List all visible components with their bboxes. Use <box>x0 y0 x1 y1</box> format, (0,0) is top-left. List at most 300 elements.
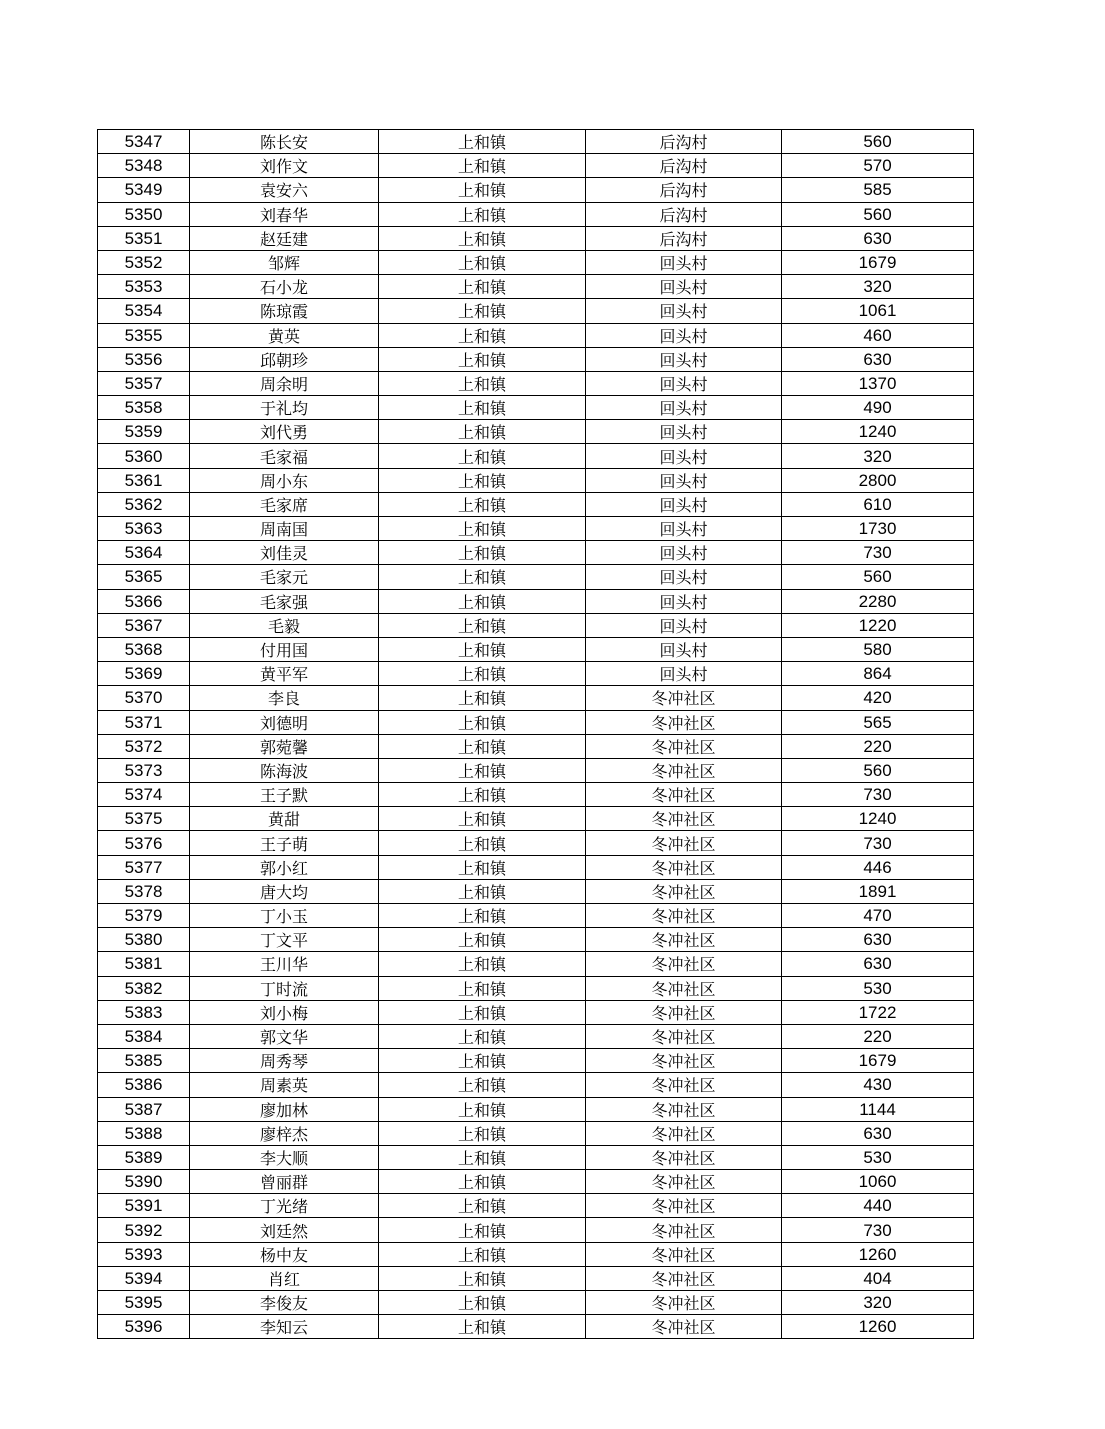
village-cell: 冬冲社区 <box>586 879 782 903</box>
table-row <box>98 1000 974 1024</box>
name-cell: 陈海波 <box>190 758 379 782</box>
village-cell: 冬冲社区 <box>586 783 782 807</box>
amount-cell: 610 <box>782 492 974 516</box>
row-number-cell: 5365 <box>98 565 190 589</box>
name-cell: 廖梓杰 <box>190 1121 379 1145</box>
table-row <box>98 1266 974 1290</box>
row-number-cell: 5348 <box>98 154 190 178</box>
amount-cell: 404 <box>782 1266 974 1290</box>
town-cell: 上和镇 <box>379 323 586 347</box>
name-cell: 郭小红 <box>190 855 379 879</box>
village-cell: 回头村 <box>586 662 782 686</box>
name-cell: 袁安六 <box>190 178 379 202</box>
amount-cell: 1060 <box>782 1170 974 1194</box>
town-cell: 上和镇 <box>379 275 586 299</box>
row-number-cell: 5351 <box>98 226 190 250</box>
row-number-cell: 5347 <box>98 130 190 154</box>
table-row <box>98 154 974 178</box>
table-row <box>98 637 974 661</box>
table-row <box>98 299 974 323</box>
village-cell: 回头村 <box>586 637 782 661</box>
village-cell: 回头村 <box>586 565 782 589</box>
row-number-cell: 5362 <box>98 492 190 516</box>
village-cell: 冬冲社区 <box>586 1218 782 1242</box>
name-cell: 王川华 <box>190 952 379 976</box>
table-row <box>98 662 974 686</box>
amount-cell: 460 <box>782 323 974 347</box>
amount-cell: 630 <box>782 952 974 976</box>
town-cell: 上和镇 <box>379 831 586 855</box>
amount-cell: 1144 <box>782 1097 974 1121</box>
row-number-cell: 5359 <box>98 420 190 444</box>
name-cell: 刘作文 <box>190 154 379 178</box>
village-cell: 冬冲社区 <box>586 1049 782 1073</box>
name-cell: 刘廷然 <box>190 1218 379 1242</box>
town-cell: 上和镇 <box>379 783 586 807</box>
town-cell: 上和镇 <box>379 589 586 613</box>
amount-cell: 730 <box>782 1218 974 1242</box>
village-cell: 冬冲社区 <box>586 1073 782 1097</box>
table-row <box>98 1024 974 1048</box>
row-number-cell: 5368 <box>98 637 190 661</box>
amount-cell: 220 <box>782 734 974 758</box>
row-number-cell: 5376 <box>98 831 190 855</box>
town-cell: 上和镇 <box>379 371 586 395</box>
amount-cell: 560 <box>782 758 974 782</box>
table-row <box>98 613 974 637</box>
town-cell: 上和镇 <box>379 637 586 661</box>
amount-cell: 490 <box>782 396 974 420</box>
town-cell: 上和镇 <box>379 444 586 468</box>
row-number-cell: 5395 <box>98 1291 190 1315</box>
town-cell: 上和镇 <box>379 1145 586 1169</box>
table-row <box>98 710 974 734</box>
amount-cell: 585 <box>782 178 974 202</box>
row-number-cell: 5354 <box>98 299 190 323</box>
table-row <box>98 1145 974 1169</box>
name-cell: 刘小梅 <box>190 1000 379 1024</box>
town-cell: 上和镇 <box>379 855 586 879</box>
row-number-cell: 5364 <box>98 541 190 565</box>
name-cell: 周南国 <box>190 517 379 541</box>
table-row <box>98 758 974 782</box>
town-cell: 上和镇 <box>379 1218 586 1242</box>
row-number-cell: 5352 <box>98 250 190 274</box>
village-cell: 冬冲社区 <box>586 1145 782 1169</box>
town-cell: 上和镇 <box>379 299 586 323</box>
table-row <box>98 1170 974 1194</box>
village-cell: 回头村 <box>586 589 782 613</box>
name-cell: 郭菀馨 <box>190 734 379 758</box>
amount-cell: 730 <box>782 541 974 565</box>
village-cell: 回头村 <box>586 492 782 516</box>
name-cell: 唐大均 <box>190 879 379 903</box>
village-cell: 回头村 <box>586 299 782 323</box>
town-cell: 上和镇 <box>379 250 586 274</box>
row-number-cell: 5377 <box>98 855 190 879</box>
table-row <box>98 952 974 976</box>
amount-cell: 560 <box>782 202 974 226</box>
table-row <box>98 1073 974 1097</box>
amount-cell: 420 <box>782 686 974 710</box>
town-cell: 上和镇 <box>379 154 586 178</box>
amount-cell: 630 <box>782 226 974 250</box>
town-cell: 上和镇 <box>379 226 586 250</box>
table-row <box>98 492 974 516</box>
row-number-cell: 5379 <box>98 904 190 928</box>
amount-cell: 320 <box>782 1291 974 1315</box>
amount-cell: 1260 <box>782 1315 974 1339</box>
name-cell: 黄平军 <box>190 662 379 686</box>
row-number-cell: 5383 <box>98 1000 190 1024</box>
name-cell: 李良 <box>190 686 379 710</box>
town-cell: 上和镇 <box>379 734 586 758</box>
table-row <box>98 1218 974 1242</box>
amount-cell: 320 <box>782 444 974 468</box>
town-cell: 上和镇 <box>379 565 586 589</box>
village-cell: 后沟村 <box>586 154 782 178</box>
name-cell: 黄甜 <box>190 807 379 831</box>
name-cell: 毛家强 <box>190 589 379 613</box>
row-number-cell: 5391 <box>98 1194 190 1218</box>
amount-cell: 1240 <box>782 807 974 831</box>
table-row <box>98 928 974 952</box>
amount-cell: 730 <box>782 831 974 855</box>
village-cell: 冬冲社区 <box>586 1194 782 1218</box>
table-body <box>98 130 974 1339</box>
amount-cell: 2280 <box>782 589 974 613</box>
table-row <box>98 517 974 541</box>
table-row <box>98 686 974 710</box>
amount-cell: 530 <box>782 976 974 1000</box>
row-number-cell: 5360 <box>98 444 190 468</box>
town-cell: 上和镇 <box>379 1242 586 1266</box>
data-table <box>97 129 974 1339</box>
town-cell: 上和镇 <box>379 1049 586 1073</box>
amount-cell: 560 <box>782 130 974 154</box>
amount-cell: 1679 <box>782 250 974 274</box>
row-number-cell: 5394 <box>98 1266 190 1290</box>
table-row <box>98 178 974 202</box>
village-cell: 冬冲社区 <box>586 1242 782 1266</box>
village-cell: 后沟村 <box>586 226 782 250</box>
amount-cell: 580 <box>782 637 974 661</box>
table-row <box>98 1242 974 1266</box>
table-row <box>98 831 974 855</box>
name-cell: 丁光绪 <box>190 1194 379 1218</box>
town-cell: 上和镇 <box>379 347 586 371</box>
table-row <box>98 130 974 154</box>
amount-cell: 1260 <box>782 1242 974 1266</box>
name-cell: 周素英 <box>190 1073 379 1097</box>
town-cell: 上和镇 <box>379 928 586 952</box>
row-number-cell: 5392 <box>98 1218 190 1242</box>
village-cell: 后沟村 <box>586 202 782 226</box>
amount-cell: 530 <box>782 1145 974 1169</box>
town-cell: 上和镇 <box>379 758 586 782</box>
amount-cell: 1722 <box>782 1000 974 1024</box>
amount-cell: 730 <box>782 783 974 807</box>
name-cell: 王子默 <box>190 783 379 807</box>
amount-cell: 630 <box>782 347 974 371</box>
town-cell: 上和镇 <box>379 396 586 420</box>
town-cell: 上和镇 <box>379 202 586 226</box>
amount-cell: 430 <box>782 1073 974 1097</box>
village-cell: 冬冲社区 <box>586 710 782 734</box>
row-number-cell: 5378 <box>98 879 190 903</box>
table-row <box>98 396 974 420</box>
village-cell: 冬冲社区 <box>586 686 782 710</box>
row-number-cell: 5375 <box>98 807 190 831</box>
row-number-cell: 5385 <box>98 1049 190 1073</box>
amount-cell: 320 <box>782 275 974 299</box>
village-cell: 冬冲社区 <box>586 734 782 758</box>
town-cell: 上和镇 <box>379 492 586 516</box>
row-number-cell: 5371 <box>98 710 190 734</box>
amount-cell: 864 <box>782 662 974 686</box>
name-cell: 石小龙 <box>190 275 379 299</box>
row-number-cell: 5350 <box>98 202 190 226</box>
table-row <box>98 1121 974 1145</box>
village-cell: 后沟村 <box>586 130 782 154</box>
amount-cell: 1891 <box>782 879 974 903</box>
town-cell: 上和镇 <box>379 1073 586 1097</box>
village-cell: 回头村 <box>586 468 782 492</box>
name-cell: 黄英 <box>190 323 379 347</box>
village-cell: 冬冲社区 <box>586 1097 782 1121</box>
amount-cell: 560 <box>782 565 974 589</box>
row-number-cell: 5370 <box>98 686 190 710</box>
town-cell: 上和镇 <box>379 807 586 831</box>
table-row <box>98 589 974 613</box>
row-number-cell: 5387 <box>98 1097 190 1121</box>
village-cell: 冬冲社区 <box>586 904 782 928</box>
name-cell: 曾丽群 <box>190 1170 379 1194</box>
table-row <box>98 226 974 250</box>
table-row <box>98 783 974 807</box>
row-number-cell: 5389 <box>98 1145 190 1169</box>
name-cell: 丁文平 <box>190 928 379 952</box>
row-number-cell: 5380 <box>98 928 190 952</box>
table-row <box>98 1291 974 1315</box>
table-row <box>98 1049 974 1073</box>
village-cell: 回头村 <box>586 444 782 468</box>
amount-cell: 220 <box>782 1024 974 1048</box>
name-cell: 赵廷建 <box>190 226 379 250</box>
name-cell: 杨中友 <box>190 1242 379 1266</box>
table-row <box>98 1315 974 1339</box>
town-cell: 上和镇 <box>379 420 586 444</box>
village-cell: 冬冲社区 <box>586 855 782 879</box>
name-cell: 李大顺 <box>190 1145 379 1169</box>
village-cell: 冬冲社区 <box>586 976 782 1000</box>
town-cell: 上和镇 <box>379 178 586 202</box>
amount-cell: 446 <box>782 855 974 879</box>
table-row <box>98 275 974 299</box>
town-cell: 上和镇 <box>379 879 586 903</box>
village-cell: 冬冲社区 <box>586 758 782 782</box>
table-row <box>98 734 974 758</box>
name-cell: 陈长安 <box>190 130 379 154</box>
name-cell: 刘德明 <box>190 710 379 734</box>
name-cell: 丁小玉 <box>190 904 379 928</box>
village-cell: 冬冲社区 <box>586 1024 782 1048</box>
amount-cell: 2800 <box>782 468 974 492</box>
name-cell: 毛家席 <box>190 492 379 516</box>
village-cell: 冬冲社区 <box>586 831 782 855</box>
row-number-cell: 5382 <box>98 976 190 1000</box>
amount-cell: 1370 <box>782 371 974 395</box>
table-row <box>98 879 974 903</box>
village-cell: 冬冲社区 <box>586 952 782 976</box>
amount-cell: 470 <box>782 904 974 928</box>
name-cell: 毛家元 <box>190 565 379 589</box>
village-cell: 冬冲社区 <box>586 928 782 952</box>
row-number-cell: 5369 <box>98 662 190 686</box>
village-cell: 回头村 <box>586 347 782 371</box>
village-cell: 回头村 <box>586 613 782 637</box>
town-cell: 上和镇 <box>379 1121 586 1145</box>
village-cell: 冬冲社区 <box>586 1000 782 1024</box>
table-row <box>98 904 974 928</box>
name-cell: 郭文华 <box>190 1024 379 1048</box>
name-cell: 毛毅 <box>190 613 379 637</box>
table-row <box>98 855 974 879</box>
town-cell: 上和镇 <box>379 976 586 1000</box>
row-number-cell: 5390 <box>98 1170 190 1194</box>
row-number-cell: 5353 <box>98 275 190 299</box>
table-row <box>98 468 974 492</box>
town-cell: 上和镇 <box>379 130 586 154</box>
row-number-cell: 5367 <box>98 613 190 637</box>
town-cell: 上和镇 <box>379 613 586 637</box>
amount-cell: 1061 <box>782 299 974 323</box>
table-row <box>98 323 974 347</box>
row-number-cell: 5355 <box>98 323 190 347</box>
row-number-cell: 5381 <box>98 952 190 976</box>
village-cell: 冬冲社区 <box>586 1170 782 1194</box>
row-number-cell: 5388 <box>98 1121 190 1145</box>
village-cell: 冬冲社区 <box>586 1121 782 1145</box>
village-cell: 冬冲社区 <box>586 807 782 831</box>
table-row <box>98 976 974 1000</box>
name-cell: 陈琼霞 <box>190 299 379 323</box>
amount-cell: 565 <box>782 710 974 734</box>
town-cell: 上和镇 <box>379 1097 586 1121</box>
row-number-cell: 5393 <box>98 1242 190 1266</box>
table-row <box>98 565 974 589</box>
amount-cell: 1679 <box>782 1049 974 1073</box>
amount-cell: 570 <box>782 154 974 178</box>
amount-cell: 630 <box>782 928 974 952</box>
village-cell: 冬冲社区 <box>586 1291 782 1315</box>
row-number-cell: 5357 <box>98 371 190 395</box>
name-cell: 于礼均 <box>190 396 379 420</box>
name-cell: 付用国 <box>190 637 379 661</box>
row-number-cell: 5358 <box>98 396 190 420</box>
village-cell: 冬冲社区 <box>586 1315 782 1339</box>
name-cell: 廖加林 <box>190 1097 379 1121</box>
town-cell: 上和镇 <box>379 541 586 565</box>
town-cell: 上和镇 <box>379 1315 586 1339</box>
table-row <box>98 202 974 226</box>
name-cell: 邱朝珍 <box>190 347 379 371</box>
table-row <box>98 1097 974 1121</box>
village-cell: 后沟村 <box>586 178 782 202</box>
table-row <box>98 444 974 468</box>
table-row <box>98 347 974 371</box>
amount-cell: 630 <box>782 1121 974 1145</box>
village-cell: 回头村 <box>586 323 782 347</box>
row-number-cell: 5356 <box>98 347 190 371</box>
town-cell: 上和镇 <box>379 952 586 976</box>
town-cell: 上和镇 <box>379 517 586 541</box>
table-row <box>98 420 974 444</box>
row-number-cell: 5372 <box>98 734 190 758</box>
town-cell: 上和镇 <box>379 1291 586 1315</box>
amount-cell: 1220 <box>782 613 974 637</box>
town-cell: 上和镇 <box>379 1170 586 1194</box>
town-cell: 上和镇 <box>379 468 586 492</box>
name-cell: 李俊友 <box>190 1291 379 1315</box>
town-cell: 上和镇 <box>379 1000 586 1024</box>
village-cell: 回头村 <box>586 275 782 299</box>
amount-cell: 1240 <box>782 420 974 444</box>
table-row <box>98 1194 974 1218</box>
row-number-cell: 5374 <box>98 783 190 807</box>
name-cell: 刘佳灵 <box>190 541 379 565</box>
village-cell: 冬冲社区 <box>586 1266 782 1290</box>
table-row <box>98 541 974 565</box>
name-cell: 丁时流 <box>190 976 379 1000</box>
row-number-cell: 5363 <box>98 517 190 541</box>
amount-cell: 440 <box>782 1194 974 1218</box>
row-number-cell: 5386 <box>98 1073 190 1097</box>
row-number-cell: 5384 <box>98 1024 190 1048</box>
row-number-cell: 5373 <box>98 758 190 782</box>
name-cell: 刘代勇 <box>190 420 379 444</box>
name-cell: 王子萌 <box>190 831 379 855</box>
name-cell: 周小东 <box>190 468 379 492</box>
name-cell: 周余明 <box>190 371 379 395</box>
name-cell: 毛家福 <box>190 444 379 468</box>
village-cell: 回头村 <box>586 396 782 420</box>
village-cell: 回头村 <box>586 250 782 274</box>
row-number-cell: 5396 <box>98 1315 190 1339</box>
table-row <box>98 371 974 395</box>
name-cell: 邹辉 <box>190 250 379 274</box>
name-cell: 肖红 <box>190 1266 379 1290</box>
town-cell: 上和镇 <box>379 1266 586 1290</box>
table-row <box>98 807 974 831</box>
town-cell: 上和镇 <box>379 662 586 686</box>
name-cell: 李知云 <box>190 1315 379 1339</box>
village-cell: 回头村 <box>586 541 782 565</box>
amount-cell: 1730 <box>782 517 974 541</box>
row-number-cell: 5361 <box>98 468 190 492</box>
town-cell: 上和镇 <box>379 1024 586 1048</box>
table-row <box>98 250 974 274</box>
village-cell: 回头村 <box>586 420 782 444</box>
village-cell: 回头村 <box>586 517 782 541</box>
name-cell: 刘春华 <box>190 202 379 226</box>
town-cell: 上和镇 <box>379 1194 586 1218</box>
village-cell: 回头村 <box>586 371 782 395</box>
town-cell: 上和镇 <box>379 686 586 710</box>
row-number-cell: 5366 <box>98 589 190 613</box>
town-cell: 上和镇 <box>379 710 586 734</box>
town-cell: 上和镇 <box>379 904 586 928</box>
